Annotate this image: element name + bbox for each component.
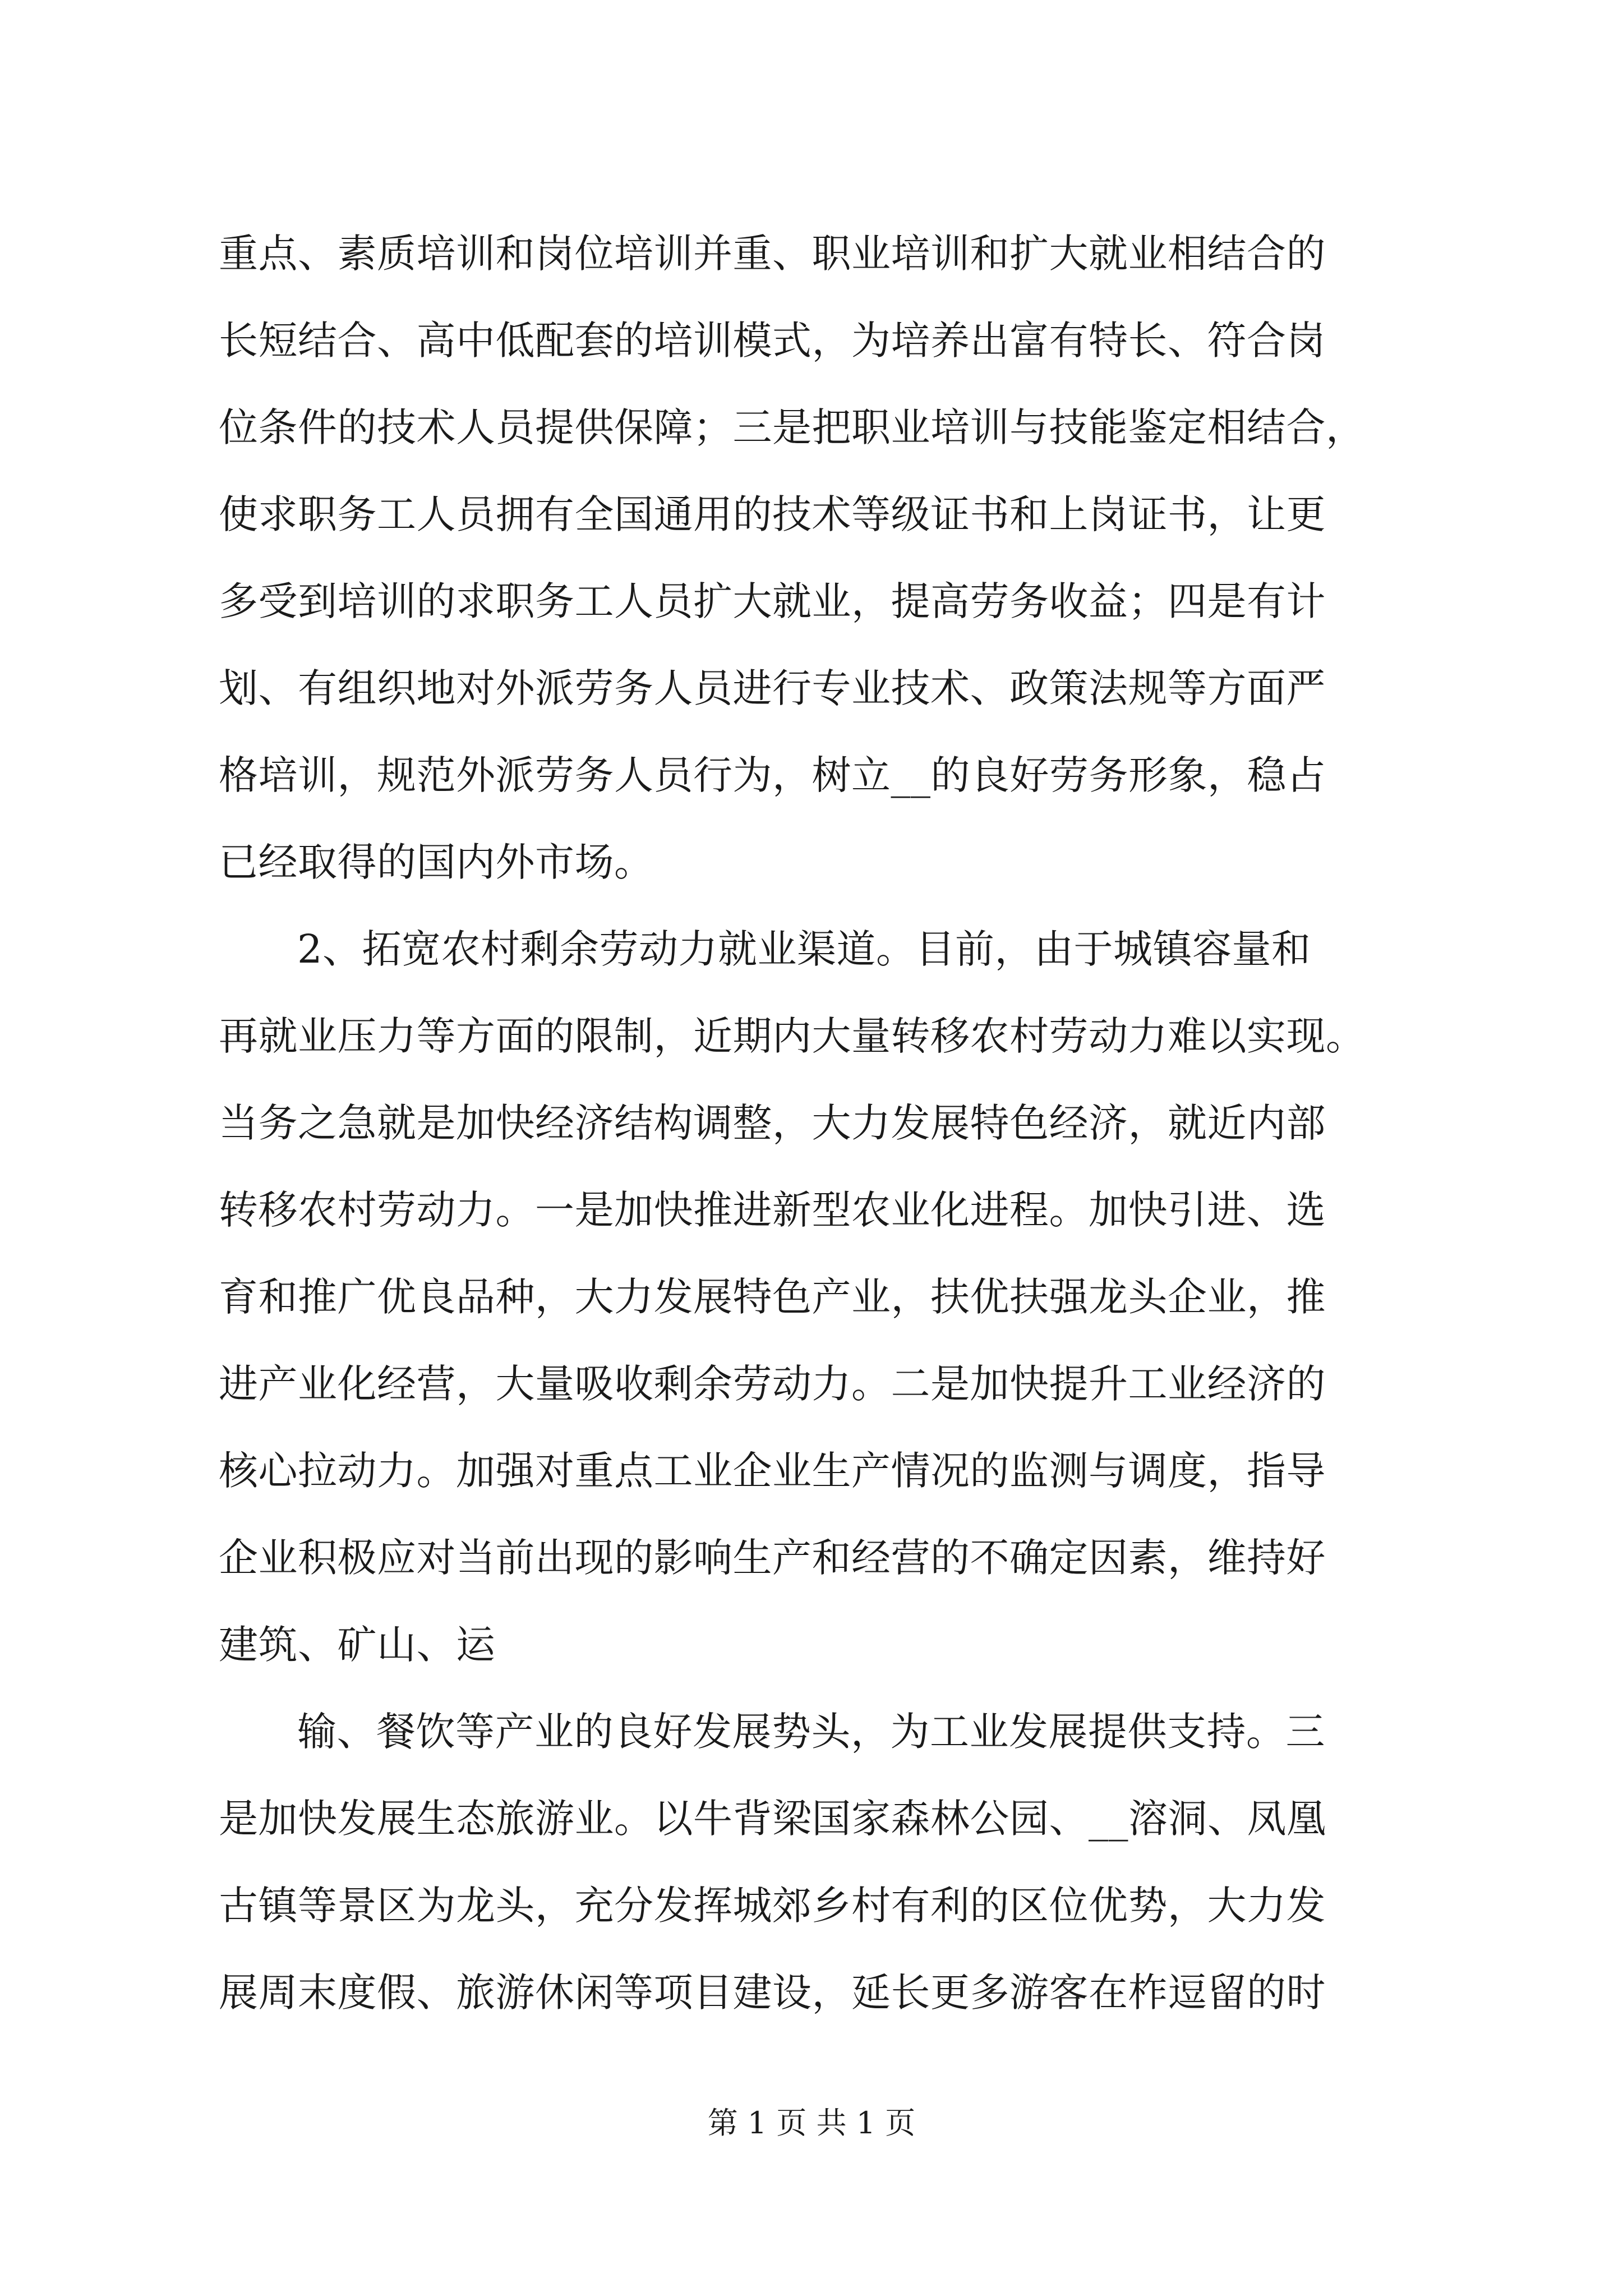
paragraph-start-line: 输、餐饮等产业的良好发展势头，为工业发展提供支持。三 [297,1709,1325,1755]
paragraph-start-line: 2、拓宽农村剩余劳动力就业渠道。目前，由于城镇容量和 [297,926,1311,972]
text-line: 划、有组织地对外派劳务人员进行专业技术、政策法规等方面严 [219,665,1326,711]
text-line: 格培训，规范外派劳务人员行为，树立__的良好劳务形象，稳占 [219,752,1326,798]
text-line: 进产业化经营，大量吸收剩余劳动力。二是加快提升工业经济的 [219,1361,1326,1407]
text-line: 长短结合、高中低配套的培训模式，为培养出富有特长、符合岗 [219,318,1326,364]
body-text [219,210,1481,2036]
text-line: 核心拉动力。加强对重点工业企业生产情况的监测与调度，指导 [219,1448,1326,1494]
text-line: 位条件的技术人员提供保障；三是把职业培训与技能鉴定相结合， [219,404,1366,450]
text-line: 多受到培训的求职务工人员扩大就业，提高劳务收益；四是有计 [219,578,1326,624]
text-line: 展周末度假、旅游休闲等项目建设，延长更多游客在柞逗留的时 [219,1970,1326,2016]
text-line: 当务之急就是加快经济结构调整，大力发展特色经济，就近内部 [219,1100,1326,1146]
text-line: 转移农村劳动力。一是加快推进新型农业化进程。加快引进、选 [219,1187,1326,1233]
text-line: 古镇等景区为龙头，充分发挥城郊乡村有利的区位优势，大力发 [219,1883,1326,1929]
text-line: 重点、素质培训和岗位培训并重、职业培训和扩大就业相结合的 [219,231,1326,277]
text-line: 育和推广优良品种，大力发展特色产业，扶优扶强龙头企业，推 [219,1274,1326,1320]
page-footer: 第 1 页 共 1 页 [707,2105,916,2141]
text-line: 是加快发展生态旅游业。以牛背梁国家森林公园、__溶洞、凤凰 [219,1796,1326,1842]
text-line: 再就业压力等方面的限制，近期内大量转移农村劳动力难以实现。 [219,1013,1366,1059]
text-line: 已经取得的国内外市场。 [219,839,654,885]
text-line: 企业积极应对当前出现的影响生产和经营的不确定因素，维持好 [219,1535,1326,1581]
text-line: 建筑、矿山、运 [219,1622,496,1668]
text-line: 使求职务工人员拥有全国通用的技术等级证书和上岗证书，让更 [219,491,1326,537]
